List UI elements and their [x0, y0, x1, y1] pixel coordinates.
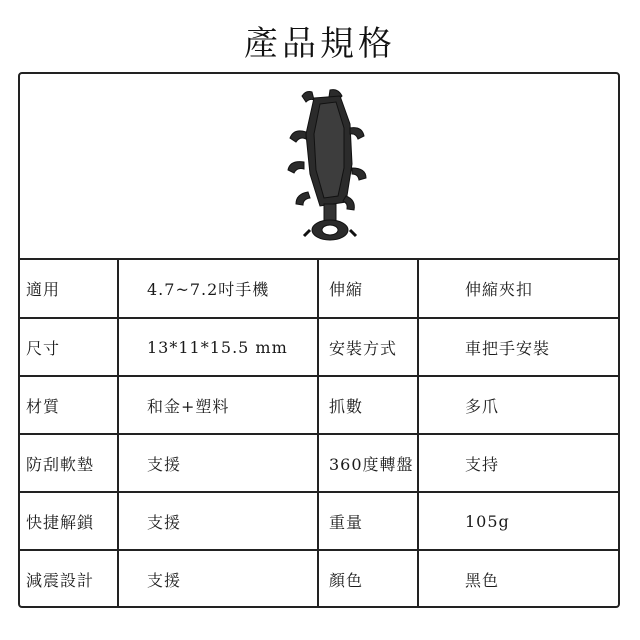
spec-value: 支援 — [118, 492, 318, 550]
spec-label: 重量 — [318, 492, 418, 550]
spec-label: 適用 — [26, 280, 61, 299]
spec-label: 材質 — [20, 376, 118, 434]
spec-value: 多爪 — [418, 376, 618, 434]
product-photo — [20, 74, 618, 260]
spec-value: 車把手安裝 — [418, 318, 618, 376]
spec-row — [20, 260, 618, 318]
spec-value: 13*11*15.5 mm — [118, 318, 318, 376]
spec-value: 支援 — [118, 550, 318, 608]
spec-value: 支持 — [418, 434, 618, 492]
spec-row — [20, 318, 618, 376]
spec-row — [20, 434, 618, 492]
spec-sheet — [18, 72, 620, 608]
spec-row — [20, 550, 618, 608]
spec-value: 和金+塑料 — [118, 376, 318, 434]
spec-value: 支援 — [118, 434, 318, 492]
spec-label: 尺寸 — [20, 318, 118, 376]
page-title: 產品規格 — [244, 24, 396, 64]
spec-label: 抓數 — [318, 376, 418, 434]
spec-label: 顏色 — [318, 550, 418, 608]
spec-value: 4.7~7.2吋手機 — [118, 260, 318, 318]
spec-value: 黑色 — [418, 550, 618, 608]
spec-value: 105g — [418, 492, 618, 550]
spec-label: 防刮軟墊 — [20, 434, 118, 492]
spec-label: 伸縮 — [318, 260, 418, 318]
spec-label: 快捷解鎖 — [20, 492, 118, 550]
spec-label: 減震設計 — [20, 550, 118, 608]
spec-row — [20, 492, 618, 550]
spec-row — [20, 376, 618, 434]
spec-table — [20, 260, 618, 608]
phone-holder-image — [260, 84, 380, 250]
spec-value: 伸縮夾扣 — [418, 260, 618, 318]
spec-label: 安裝方式 — [318, 318, 418, 376]
spec-label: 360度轉盤 — [318, 434, 418, 492]
